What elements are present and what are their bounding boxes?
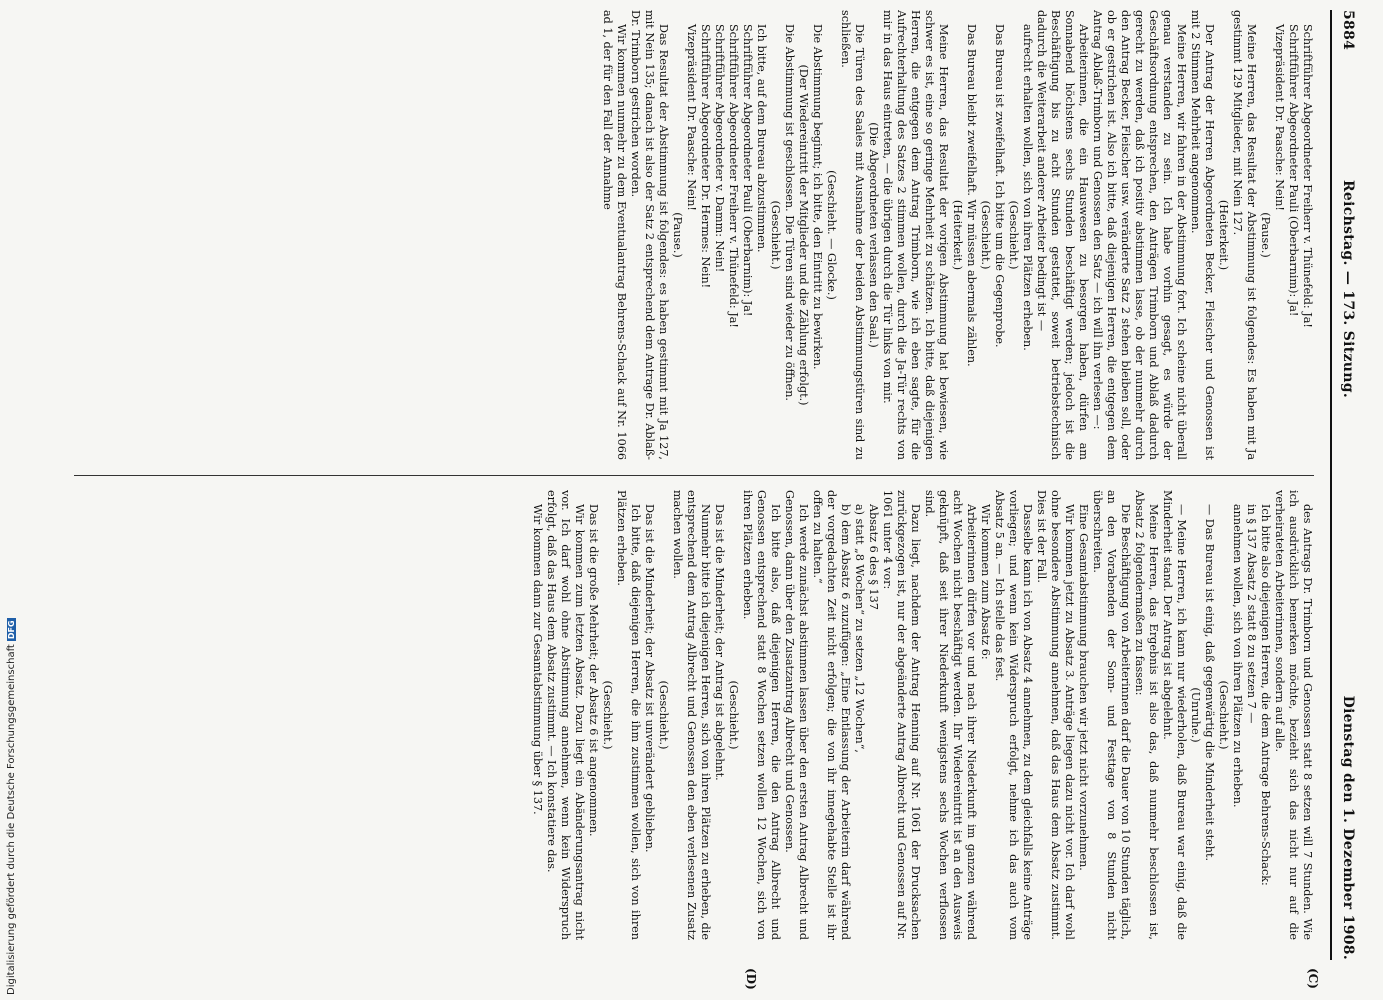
paragraph: Das ist die Minderheit; der Absatz ist unverändert geblieben. [643, 504, 656, 853]
paragraph: Wir kommen zum Absatz 6: [979, 504, 992, 660]
paragraph: Die Abstimmung beginnt; ich bitte, den Eintritt zu bewirken. [811, 24, 824, 370]
paragraph: Die Türen des Saales mit Ausnahme der beiden Abstimmungstüren sind zu schließen. [839, 10, 866, 460]
paragraph: Meine Herren, das Ergebnis ist also das, daß nunmehr beschlossen ist, Absatz 2 folgendermaßen zu fassen: [1133, 490, 1160, 940]
page-number: 5884 [1340, 10, 1356, 51]
paragraph: Die Beschäftigung von Arbeiterinnen darf die Dauer von 10 Stunden täglich, an den Vorabenden der Sonn- und Festtage von 8 Stunden nicht überschreiten. [1091, 490, 1132, 940]
paragraph: (Geschieht.) [727, 680, 740, 750]
right-text-column [530, 490, 1314, 940]
paragraph: — Das Bureau ist einig, daß gegenwärtig die Minderheit steht. [1203, 504, 1216, 862]
paragraph: (Pause.) [1259, 212, 1272, 258]
paragraph: Das Resultat der Abstimmung ist folgendes: es haben gestimmt mit Ja 127, mit Nein 135; danach ist also der Satz 2 entsprechend dem Antrage Dr. Ablaß-Dr. Trimborn gestrichen worden. [629, 10, 670, 460]
paragraph: (Geschieht.) [979, 200, 992, 270]
page-header [1330, 10, 1358, 960]
paragraph: Schriftführer Abgeordneter v. Damm: Nein! [713, 24, 726, 273]
left-text-column [600, 10, 1314, 460]
paragraph: Wir kommen zum letzten Absatz. Dazu liegt ein Abänderungsantrag nicht vor. Ich darf wohl ohne Abstimmung annehmen, wenn kein Widerspruch erfolgt, daß das Haus dem Absatz zustimmt. — Ich konstatiere das. [545, 490, 586, 940]
paragraph: (Heiterkeit.) [1217, 199, 1230, 271]
paragraph: Die Abstimmung ist geschlossen. Die Türen sind wieder zu öffnen. [783, 24, 796, 401]
paragraph: Dazu liegt, nachdem der Antrag Henning auf Nr. 1061 der Drucksachen zurückgezogen ist, nur der abgeänderte Antrag Albrecht und Genossen auf Nr. 1061 unter 4 vor: [881, 490, 922, 940]
paragraph: Nunmehr bitte ich diejenigen Herren, sich von ihren Plätzen zu erheben, die entsprechend dem Antrag Albrecht und Genossen den eben verlesenen Zusatz machen wollen. [671, 490, 712, 940]
header-title: Reichstag. — 173. Sitzung. [1340, 180, 1356, 399]
paragraph: Schriftführer Abgeordneter Pauli (Oberbarnim): Ja! [1287, 24, 1300, 317]
paragraph: Meine Herren, das Resultat der vorigen Abstimmung hat bewiesen, wie schwer es ist, eine so geringe Mehrheit zu schätzen. Ich bitte, daß diejenigen Herren, die entgegen dem Antrag Trimborn, wie ich eben sagte, für die Aufrechterhaltung des Satzes 2 stimmen wollen, durch die Ja-Tür rechts von mir in das Haus eintreten, — die übrigen durch die Tür links von mir. [881, 10, 950, 460]
paragraph: Dasselbe kann ich von Absatz 4 annehmen, zu dem gleichfalls keine Anträge vorliegen; und wenn kein Widerspruch erfolgt, nehme ich das auch vom Absatz 5 an. — Ich stelle das fest. [993, 490, 1034, 940]
paragraph: (Die Abgeordneten verlassen den Saal.) [867, 122, 880, 348]
paragraph: Wir kommen dann zur Gesamtabstimmung über § 137. [531, 504, 544, 815]
paragraph: Wir kommen jetzt zu Absatz 3. Anträge liegen dazu nicht vor. Ich darf wohl ohne besondere Abstimmung annehmen, daß das Haus dem Absatz zustimmt. Dies ist der Fall. [1035, 490, 1076, 940]
paragraph: Das Bureau bleibt zweifelhaft. Wir müssen abermals zählen. [965, 24, 978, 367]
document-page [68, 10, 1358, 990]
paragraph: b) dem Absatz 6 zuzufügen: „Eine Entlassung der Arbeiterin darf während der vorgedachten Zeit nicht erfolgen; die von ihr innegehabte Stelle ist ihr offen zu halten.“ [811, 490, 852, 940]
paragraph: Schriftführer Abgeordneter Freiherr v. Thünefeld: Ja! [727, 24, 740, 328]
header-date: Dienstag den 1. Dezember 1908. [1340, 695, 1356, 960]
paragraph: (Geschieht. — Glocke.) [825, 170, 838, 300]
paragraph: — Meine Herren, ich kann nur wiederholen, daß Bureau war einig, daß die Minderheit stand. Der Antrag ist abgelehnt. [1161, 490, 1188, 940]
paragraph: Das ist die Minderheit; der Antrag ist abgelehnt. [713, 504, 726, 781]
paragraph: Der Antrag der Herren Abgeordneten Becker, Fleischer und Genossen ist mit 2 Stimmen Mehrheit angenommen. [1189, 10, 1216, 460]
margin-marker-c: (C) [1306, 968, 1320, 989]
paragraph: Schriftführer Abgeordneter Pauli (Oberbarnim): Ja! [741, 24, 754, 317]
paragraph: Ich bitte also diejenigen Herren, die dem Antrage Behrens-Schack: [1259, 504, 1272, 886]
paragraph: Das Bureau ist zweifelhaft. Ich bitte um die Gegenprobe. [993, 24, 1006, 348]
paragraph: (Pause.) [671, 212, 684, 258]
paragraph: aufrecht erhalten wollen, sich von ihren Plätzen erheben. [1021, 24, 1034, 351]
digitization-note: Digitalisierung gefördert durch die Deutsche Forschungsgemeinschaft [6, 644, 17, 995]
paragraph: Arbeiterinnen dürfen vor und nach ihrer Niederkunft im ganzen während acht Wochen nicht beschäftigt werden. Ihr Wiedereintritt ist an den Ausweis geknüpft, daß seit ihrer Niederkunft wenigstens sechs Wochen verflossen sind. [923, 490, 978, 940]
paragraph: (Unruhe.) [1189, 687, 1202, 743]
margin-marker-d: (D) [744, 968, 758, 990]
paragraph: (Geschieht.) [601, 680, 614, 750]
paragraph: Ich bitte also, daß diejenigen Herren, die den Antrag Albrecht und Genossen entsprechend statt 8 Wochen setzen wollen 12 Wochen, sich von ihren Plätzen erheben. [741, 490, 782, 940]
digitization-footer [3, 600, 17, 995]
paragraph: (Geschieht.) [657, 680, 670, 750]
paragraph: Absatz 6 des § 137 [867, 504, 880, 610]
paragraph: des Antrags Dr. Trimborn und Genossen statt 8 setzen will 7 Stunden. Wie ich ausdrücklich bemerken möchte, bezieht sich das nicht nur auf die verheirateten Arbeiterinnen, sondern auf alle. [1273, 490, 1314, 940]
paragraph: (Geschieht.) [1217, 680, 1230, 750]
column-divider [74, 475, 1314, 476]
paragraph: (Geschieht.) [769, 200, 782, 270]
footer-text-group [6, 618, 17, 995]
paragraph: a) statt „8 Wochen“ zu setzen „12 Wochen“, [853, 504, 866, 753]
dfg-logo: DFG [7, 620, 16, 640]
paragraph: Schriftführer Abgeordneter Freiherr v. Thünefeld: Ja! [1301, 24, 1314, 328]
paragraph: (Heiterkeit.) [951, 199, 964, 271]
paragraph: Schriftführer Abgeordneter Dr. Hermes: Nein! [699, 24, 712, 289]
paragraph: Ich bitte, auf dem Bureau abzustimmen. [755, 24, 768, 253]
paragraph: in § 137 Absatz 2 statt 8 zu setzen 7 — [1245, 504, 1258, 724]
paragraph: Ich werde zunächst abstimmen lassen über den ersten Antrag Albrecht und Genossen, dann über den Zusatzantrag Albrecht und Genossen. [783, 490, 810, 940]
paragraph: Arbeiterinnen, die ein Hauswesen zu besorgen haben, dürfen am Sonnabend höchstens sechs Stunden beschäftigt werden; jedoch ist die Beschäftigung bis zu acht Stunden gestattet, soweit betriebstechnisch dadurch die Weiterarbeit anderer Arbeiter bedingt ist — [1035, 10, 1090, 460]
paragraph: annehmen wollen, sich von ihren Plätzen zu erheben. [1231, 504, 1244, 808]
paragraph: Meine Herren, das Resultat der Abstimmung ist folgendes: Es haben mit Ja gestimmt 129 Mitglieder, mit Nein 127. [1231, 10, 1258, 460]
paragraph: Vizepräsident Dr. Paasche: Nein! [1273, 24, 1286, 211]
paragraph: Wir kommen nunmehr zu dem Eventualantrag Behrens-Schack auf Nr. 1066 ad 1, der für den Fall der Annahme [601, 10, 628, 460]
paragraph: (Der Wiedereintritt der Mitglieder und die Zählung erfolgt.) [797, 64, 810, 406]
paragraph: Das ist die große Mehrheit; der Absatz 6 ist angenommen. [587, 504, 600, 837]
paragraph: Meine Herren, wir fahren in der Abstimmung fort. Ich scheine nicht überall genau verstanden zu sein. Ich habe vorhin gesagt, es würde der Geschäftsordnung entsprechen, den Anträgen Trimborn und Ablaß dadurch gerecht zu werden, daß ich positiv abstimmen lasse, ob der nunmehr durch den Antrag Becker, Fleischer usw. veränderte Satz 2 stehen bleiben soll, oder ob er gestrichen ist. Also ich bitte, daß diejenigen Herren, die entgegen dem Antrag Ablaß-Trimborn und Genossen den Satz — ich will ihn verlesen —: [1091, 10, 1188, 460]
paragraph: Eine Gesamtabstimmung brauchen wir jetzt nicht vorzunehmen. [1077, 504, 1090, 871]
paragraph: Vizepräsident Dr. Paasche: Nein! [685, 24, 698, 211]
paragraph: (Geschieht.) [1007, 200, 1020, 270]
paragraph: Ich bitte, daß diejenigen Herren, die ihm zustimmen wollen, sich von ihren Plätzen erheben. [615, 490, 642, 940]
